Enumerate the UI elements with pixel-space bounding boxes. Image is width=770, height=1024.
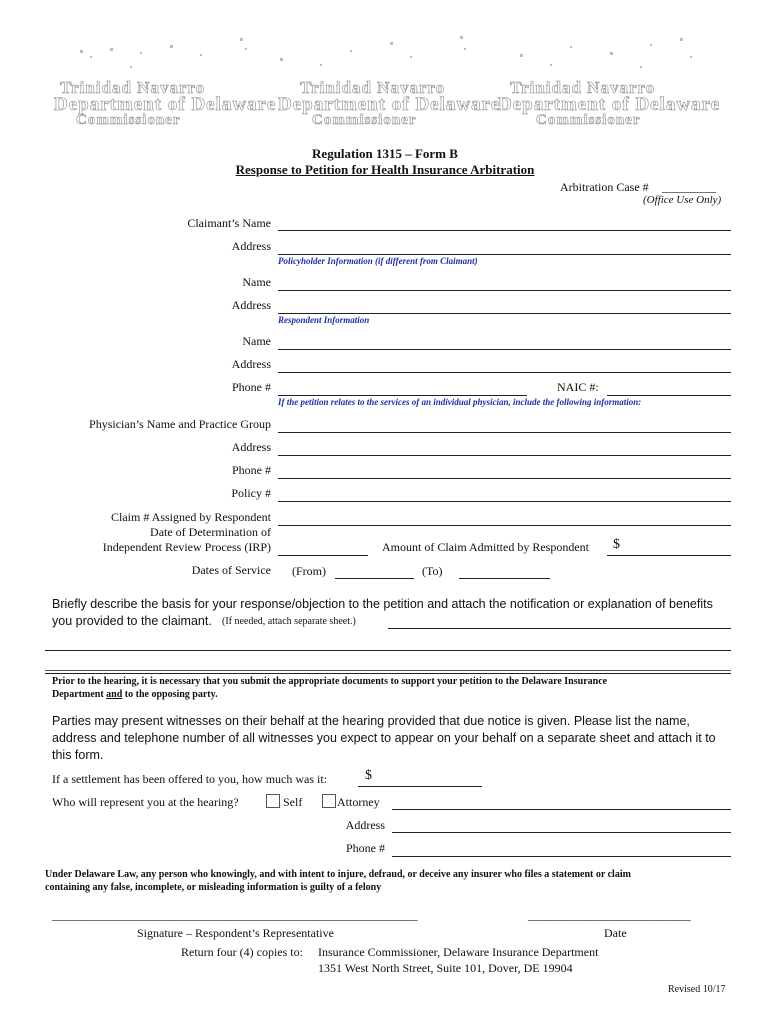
notice-and-emphasis: and bbox=[106, 689, 123, 700]
respondent-name-field[interactable] bbox=[278, 333, 731, 350]
return-address-line1: Insurance Commissioner, Delaware Insurance Department bbox=[318, 945, 599, 959]
policyholder-section-hint: Policyholder Information (if different from Claimant) bbox=[278, 256, 478, 266]
respondent-naic-field[interactable] bbox=[607, 379, 731, 396]
settlement-dollar-symbol: $ bbox=[365, 768, 372, 783]
attorney-checkbox-label: Attorney bbox=[337, 795, 380, 809]
witnesses-line1: Parties may present witnesses on their behalf at the hearing provided that due notice is given. Please list the name, bbox=[52, 714, 690, 728]
basis-response-line-2[interactable] bbox=[45, 634, 731, 651]
basis-attach-note: (If needed, attach separate sheet.) bbox=[222, 616, 356, 627]
signature-label: Signature – Respondent’s Representative bbox=[137, 926, 334, 940]
service-to-label: (To) bbox=[422, 564, 443, 578]
physician-name-field[interactable] bbox=[278, 416, 731, 433]
attorney-phone-field[interactable] bbox=[392, 840, 731, 857]
seal-text: Department of Delaware bbox=[278, 94, 501, 115]
department-seal-header bbox=[50, 30, 720, 140]
seal-dots-graphic bbox=[50, 30, 720, 140]
service-from-label: (From) bbox=[292, 564, 326, 578]
self-checkbox-label: Self bbox=[283, 795, 303, 809]
seal-text: Department of Delaware bbox=[498, 94, 721, 115]
irp-date-field[interactable] bbox=[278, 539, 368, 556]
physician-section-hint: If the petition relates to the services of an individual physician, include the following information: bbox=[278, 397, 642, 407]
physician-address-label: Address bbox=[231, 440, 271, 454]
policyholder-name-label: Name bbox=[242, 275, 271, 289]
return-address-line2: 1351 West North Street, Suite 101, Dover, DE 19904 bbox=[318, 961, 573, 975]
respondent-address-field[interactable] bbox=[278, 356, 731, 373]
respondent-naic-label: NAIC #: bbox=[557, 380, 599, 394]
witnesses-line3: this form. bbox=[52, 748, 104, 762]
respondent-phone-label: Phone # bbox=[232, 380, 271, 394]
seal-text: Commissioner bbox=[536, 112, 641, 128]
irp-date-label-line2: Independent Review Process (IRP) bbox=[102, 540, 271, 554]
physician-name-label: Physician’s Name and Practice Group bbox=[89, 417, 271, 431]
claimant-name-label: Claimant’s Name bbox=[187, 216, 271, 230]
seal-text: Commissioner bbox=[76, 112, 181, 128]
seal-text: Trinidad Navarro bbox=[510, 78, 656, 97]
attorney-phone-label: Phone # bbox=[346, 841, 385, 855]
respondent-address-label: Address bbox=[231, 357, 271, 371]
basis-instructions-line2: you provided to the claimant. bbox=[52, 614, 212, 628]
seal-text: Trinidad Navarro bbox=[60, 78, 206, 97]
dates-of-service-label: Dates of Service bbox=[191, 563, 271, 577]
respondent-phone-field[interactable] bbox=[278, 379, 527, 396]
date-line[interactable]: _____________________________ bbox=[528, 908, 691, 922]
return-copies-label: Return four (4) copies to: bbox=[181, 945, 303, 959]
claim-number-field[interactable] bbox=[278, 509, 731, 526]
respondent-section-hint: Respondent Information bbox=[278, 315, 370, 325]
attorney-checkbox[interactable] bbox=[322, 794, 336, 808]
attorney-name-field[interactable] bbox=[392, 793, 731, 810]
claimant-name-field[interactable] bbox=[278, 214, 731, 231]
amount-admitted-label: Amount of Claim Admitted by Respondent bbox=[382, 540, 589, 554]
respondent-name-label: Name bbox=[242, 334, 271, 348]
claimant-address-label: Address bbox=[231, 239, 271, 253]
basis-response-line-1[interactable] bbox=[388, 612, 731, 629]
self-checkbox[interactable] bbox=[266, 794, 280, 808]
date-label: Date bbox=[604, 926, 627, 940]
basis-instructions-line1: Briefly describe the basis for your response/objection to the petition and attach the notification or explanation of benefits bbox=[52, 597, 713, 611]
claim-number-label: Claim # Assigned by Respondent bbox=[111, 510, 271, 524]
service-from-field[interactable] bbox=[335, 562, 414, 579]
basis-response-line-3[interactable] bbox=[45, 657, 731, 674]
seal-text: Commissioner bbox=[312, 112, 417, 128]
notice-line2-end: to the opposing party. bbox=[122, 689, 218, 700]
notice-divider bbox=[45, 670, 731, 671]
fraud-warning-line1: Under Delaware Law, any person who knowingly, and with intent to injure, defraud, or deceive any insurer who files a statement or claim bbox=[45, 869, 631, 880]
policyholder-address-field[interactable] bbox=[278, 297, 731, 314]
fraud-warning-line2: containing any false, incomplete, or misleading information is guilty of a felony bbox=[45, 882, 382, 893]
signature-line[interactable]: _______________________________________________________________ bbox=[52, 908, 418, 922]
witnesses-line2: address and telephone number of all witnesses you expect to appear on your behalf on a separate sheet and attach it to bbox=[52, 731, 716, 745]
physician-phone-field[interactable] bbox=[278, 462, 731, 479]
physician-address-field[interactable] bbox=[278, 439, 731, 456]
notice-line1: Prior to the hearing, it is necessary that you submit the appropriate documents to support your petition to the Delaware Insurance bbox=[52, 676, 608, 687]
irp-date-label-line1: Date of Determination of bbox=[150, 525, 271, 539]
amount-dollar-symbol: $ bbox=[613, 537, 620, 552]
policy-number-field[interactable] bbox=[278, 485, 731, 502]
claimant-address-field[interactable] bbox=[278, 238, 731, 255]
settlement-label: If a settlement has been offered to you, how much was it: bbox=[52, 772, 328, 786]
representation-label: Who will represent you at the hearing? bbox=[52, 795, 239, 809]
settlement-amount-field[interactable] bbox=[358, 770, 482, 787]
attorney-address-label: Address bbox=[345, 818, 385, 832]
notice-line2 bbox=[52, 689, 218, 700]
seal-text: Trinidad Navarro bbox=[300, 78, 446, 97]
notice-line2-start: Department bbox=[52, 689, 107, 700]
arbitration-case-label: Arbitration Case # bbox=[560, 180, 649, 194]
revision-date: Revised 10/17 bbox=[668, 984, 726, 995]
policyholder-name-field[interactable] bbox=[278, 274, 731, 291]
physician-phone-label: Phone # bbox=[232, 463, 271, 477]
service-to-field[interactable] bbox=[459, 562, 550, 579]
attorney-address-field[interactable] bbox=[392, 816, 731, 833]
form-subtitle: Response to Petition for Health Insurance Arbitration bbox=[235, 162, 535, 177]
policy-number-label: Policy # bbox=[231, 486, 271, 500]
arbitration-case-blank: _________ bbox=[662, 180, 716, 194]
policyholder-address-label: Address bbox=[231, 298, 271, 312]
form-title: Regulation 1315 – Form B bbox=[312, 146, 458, 161]
office-use-note: (Office Use Only) bbox=[643, 194, 722, 206]
amount-admitted-field[interactable] bbox=[607, 539, 731, 556]
seal-text: Department of Delaware bbox=[54, 94, 277, 115]
